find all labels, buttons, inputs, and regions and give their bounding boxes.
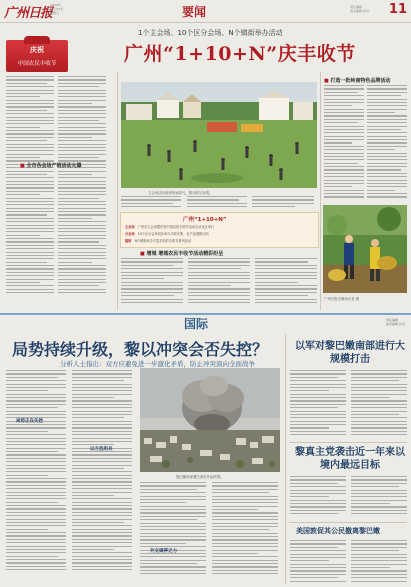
intl-headline: 局势持续升级，黎以冲突会否失控？ — [12, 340, 269, 359]
side-column-2a — [290, 476, 346, 517]
issue-date: 2024年 11月15日 星期五 — [50, 3, 64, 15]
info-box — [120, 212, 319, 248]
side-column-3b — [351, 540, 407, 584]
article-column-4b — [367, 85, 407, 200]
side-headline-1: 以军对黎巴嫩南部进行大规模打击 — [295, 341, 405, 365]
intl-column-1 — [6, 370, 66, 573]
section-rule — [289, 442, 407, 443]
article-column-3b — [188, 258, 250, 305]
harvest-festival-photo — [121, 82, 317, 188]
page-number: 11 — [388, 2, 407, 17]
airstrike-photo — [140, 368, 280, 472]
headline-kicker: 1个主会场、10个区分会场、N个镇街举办活动 — [138, 29, 283, 37]
article-column-1b — [58, 76, 106, 295]
info-row: 分会场 10个区分会场同步举办丰收庆典、农产品展销活动 — [125, 232, 209, 236]
intl-col-subhead-1: 局势正在失控 — [16, 419, 43, 424]
side-column-2b — [351, 476, 407, 517]
mid-subhead: ■ 增城 增城农民丰收节活动精彩纷呈 — [140, 251, 224, 257]
side-column-1a — [290, 370, 346, 438]
farmers-photo — [323, 205, 407, 293]
right-photo-caption: 广州日报全媒体记者 摄 — [324, 297, 359, 301]
right-subhead: ■ 打造一批岭南特色品牌活动 — [324, 78, 391, 84]
section-rule — [289, 522, 407, 523]
article-column-1a — [6, 76, 54, 295]
masthead — [0, 0, 411, 23]
column-rule — [117, 72, 118, 310]
intl-col-subhead-3: 外交调停乏力 — [150, 549, 177, 554]
side-column-1b — [351, 370, 407, 438]
article-column-2b — [187, 196, 247, 210]
section-title: 要闻 — [182, 5, 207, 19]
main-photo-caption: 主会场活动现场热闹非凡，观众驻足参观。 — [148, 191, 213, 195]
column-rule — [285, 334, 286, 584]
article-column-3a — [121, 258, 183, 305]
airstrike-photo-caption: 黎巴嫩南部遭空袭后升起浓烟。 — [176, 475, 224, 479]
side-headline-2: 黎真主党袭击近一年来以境内最远目标 — [295, 447, 405, 471]
left-subhead: ■ 全市各会场产销活动火爆 — [20, 163, 82, 169]
intl-subhead: 分析人士指出：双方应避免进一步激化矛盾，防止冲突演向全面战争 — [60, 360, 255, 368]
info-row: 主会场 广州市主会场暨庆祝中国农民丰收节活动在从化区举行 — [125, 225, 215, 229]
intl-section-title: 国际 — [184, 317, 209, 331]
article-column-4a — [324, 85, 364, 200]
column-rule — [320, 72, 321, 310]
info-row: 镇街 N个镇街举办丰富多彩的丰收节系列活动 — [125, 239, 192, 243]
intl-column-4 — [212, 482, 278, 577]
intl-column-3 — [140, 482, 206, 577]
newspaper-logo: 广州日报 — [4, 6, 53, 21]
article-column-3c — [255, 258, 317, 305]
main-headline: 广州“1+10+N”庆丰收节 — [124, 43, 356, 65]
harvest-festival-badge: 庆祝 中国农民丰收节 — [6, 40, 68, 72]
editor-credits: 责任编辑 美术编辑 校对 — [350, 5, 369, 13]
info-box-title: 广州“1+10+N” — [183, 217, 227, 223]
side-headline-3: 美国敦促其公民撤离黎巴嫩 — [296, 526, 380, 535]
article-column-2a — [121, 196, 181, 210]
side-column-3a — [290, 540, 346, 584]
intl-col-subhead-2: 以方恐用兵 — [90, 447, 113, 452]
article-column-2c — [252, 196, 314, 210]
intl-column-2 — [72, 370, 132, 573]
badge-cap-icon — [24, 36, 50, 44]
intl-editor-credits: 责任编辑 美术编辑 校对 — [386, 318, 405, 326]
